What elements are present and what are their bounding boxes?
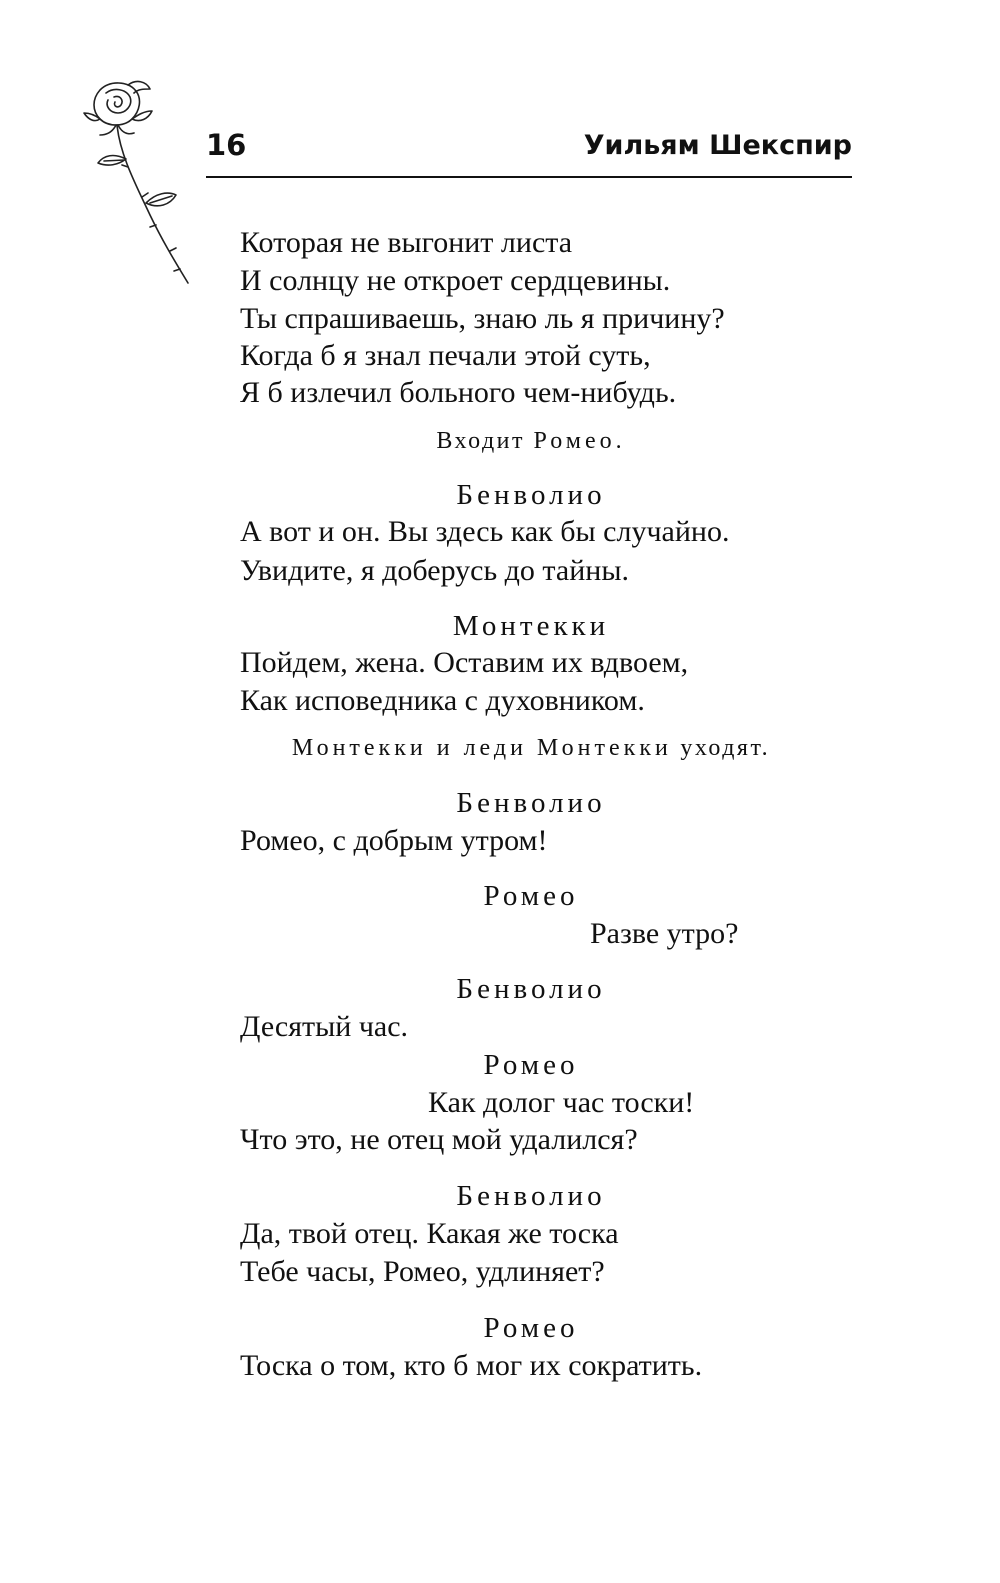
verse-line: Которая не выгонит листа — [240, 226, 573, 259]
verse-line: Десятый час. — [240, 1010, 409, 1043]
speaker-name: Монтекки — [452, 610, 610, 642]
speaker-name: Бенволио — [456, 1180, 606, 1212]
running-head: Уильям Шекспир — [583, 130, 852, 161]
speaker-name: Ромео — [483, 1312, 579, 1344]
speaker-name: Ромео — [483, 880, 579, 912]
verse-line: Разве утро? — [590, 917, 739, 950]
verse-line: Тоска о том, кто б мог их сократить. — [240, 1349, 703, 1382]
verse-line: Увидите, я доберусь до тайны. — [240, 554, 629, 587]
verse-line: Я б излечил больного чем-нибудь. — [240, 376, 677, 409]
verse-line: Ромео, с добрым утром! — [240, 824, 548, 857]
speaker-name: Бенволио — [456, 479, 606, 511]
verse-line: Ты спрашиваешь, знаю ль я причину? — [240, 302, 725, 335]
stage-direction — [0, 424, 1000, 458]
verse-line: Да, твой отец. Какая же тоска — [240, 1217, 619, 1250]
verse-line: Как исповедника с духовником. — [240, 684, 645, 717]
speaker-name: Ромео — [483, 1049, 579, 1081]
stage-direction — [0, 731, 1000, 765]
verse-line: Тебе часы, Ромео, удлиняет? — [240, 1255, 605, 1288]
verse-line: Когда б я знал печали этой суть, — [240, 339, 651, 372]
verse-line: Пойдем, жена. Оставим их вдвоем, — [240, 646, 689, 679]
stage-direction-name: Ромео. — [533, 428, 626, 454]
speaker-name: Бенволио — [456, 973, 606, 1005]
verse-line: Что это, не отец мой удалился? — [240, 1123, 638, 1156]
verse-line: А вот и он. Вы здесь как бы случайно. — [240, 515, 730, 548]
speaker-name: Бенволио — [456, 787, 606, 819]
verse-line: Как долог час тоски! — [428, 1086, 695, 1119]
stage-direction-verb: Входит — [436, 428, 525, 454]
verse-line: И солнцу не откроет сердцевины. — [240, 264, 671, 297]
stage-direction-names: Монтекки и леди Монтекки — [291, 735, 672, 761]
stage-direction-verb: уходят. — [680, 735, 771, 761]
page-number: 16 — [206, 128, 247, 162]
